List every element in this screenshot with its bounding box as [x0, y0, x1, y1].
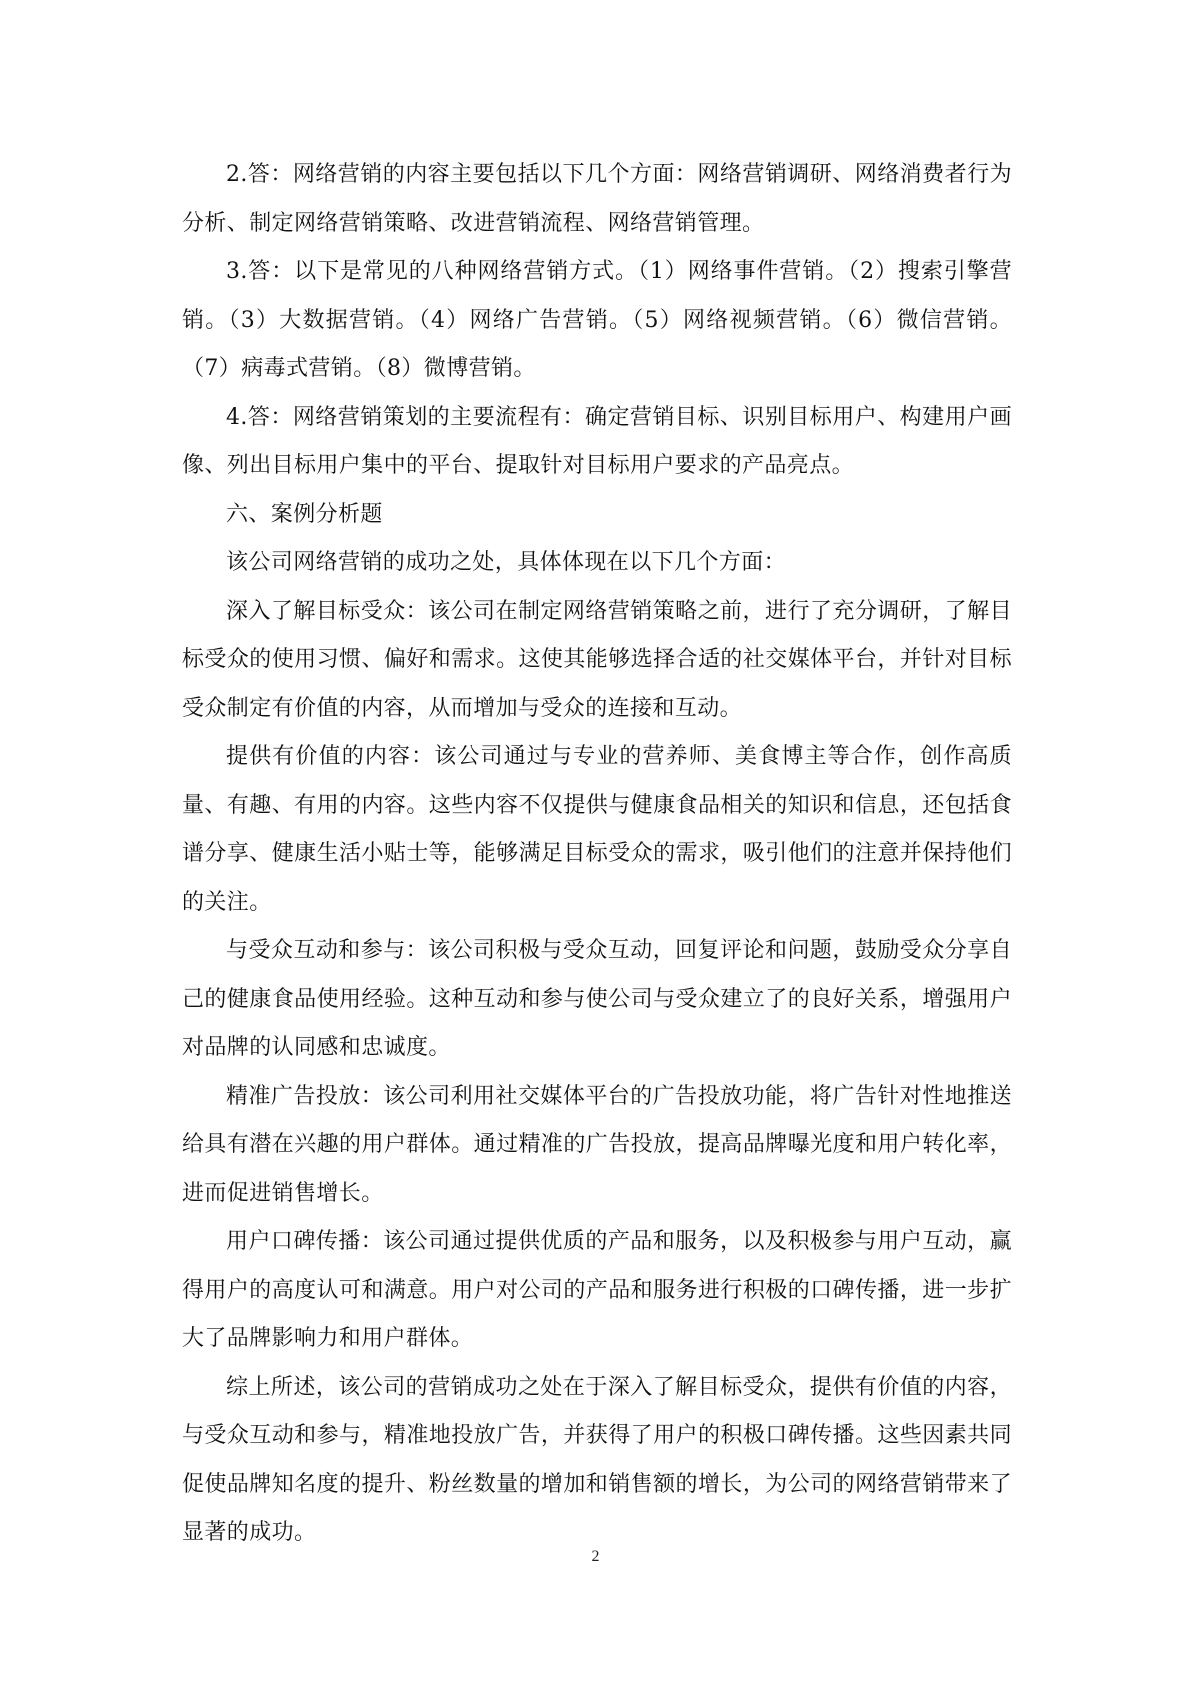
answer-3-paragraph: 3.答：以下是常见的八种网络营销方式。（1）网络事件营销。（2）搜索引擎营销。（3）大数据营销。（4）网络广告营销。（5）网络视频营销。（6）微信营销。（7）病毒式营销。（8）微博营销。 — [182, 259, 1012, 381]
answer-4-paragraph: 4.答：网络营销策划的主要流程有：确定营销目标、识别目标用户、构建用户画像、列出目标用户集中的平台、提取针对目标用户要求的产品亮点。 — [182, 404, 1012, 478]
section-heading-case-analysis: 六、案例分析题 — [226, 501, 383, 527]
page-number: 2 — [591, 1548, 600, 1565]
case-intro-paragraph: 该公司网络营销的成功之处，具体体现在以下几个方面： — [226, 550, 787, 575]
answer-2-paragraph: 2.答：网络营销的内容主要包括以下几个方面：网络营销调研、网络消费者行为分析、制定网络营销策略、改进营销流程、网络营销管理。 — [182, 162, 1012, 236]
page-body — [182, 151, 1012, 1558]
valuable-content-paragraph: 提供有价值的内容：该公司通过与专业的营养师、美食博主等合作，创作高质量、有趣、有用的内容。这些内容不仅提供与健康食品相关的知识和信息，还包括食谱分享、健康生活小贴士等，能够满足目标受众的需求，吸引他们的注意并保持他们的关注。 — [182, 744, 1012, 915]
target-audience-paragraph: 深入了解目标受众：该公司在制定网络营销策略之前，进行了充分调研，了解目标受众的使用习惯、偏好和需求。这使其能够选择合适的社交媒体平台，并针对目标受众制定有价值的内容，从而增加与受众的连接和互动。 — [182, 598, 1012, 721]
summary-paragraph: 综上所述，该公司的营销成功之处在于深入了解目标受众，提供有价值的内容，与受众互动和参与，精准地投放广告，并获得了用户的积极口碑传播。这些因素共同促使品牌知名度的提升、粉丝数量的增加和销售额的增长，为公司的网络营销带来了显著的成功。 — [182, 1374, 1012, 1545]
precise-advertising-paragraph: 精准广告投放：该公司利用社交媒体平台的广告投放功能，将广告针对性地推送给具有潜在兴趣的用户群体。通过精准的广告投放，提高品牌曝光度和用户转化率，进而促进销售增长。 — [182, 1083, 1012, 1206]
word-of-mouth-paragraph: 用户口碑传播：该公司通过提供优质的产品和服务，以及积极参与用户互动，赢得用户的高度认可和满意。用户对公司的产品和服务进行积极的口碑传播，进一步扩大了品牌影响力和用户群体。 — [182, 1229, 1012, 1351]
audience-interaction-paragraph: 与受众互动和参与：该公司积极与受众互动，回复评论和问题，鼓励受众分享自己的健康食品使用经验。这种互动和参与使公司与受众建立了的良好关系，增强用户对品牌的认同感和忠诚度。 — [182, 938, 1012, 1060]
